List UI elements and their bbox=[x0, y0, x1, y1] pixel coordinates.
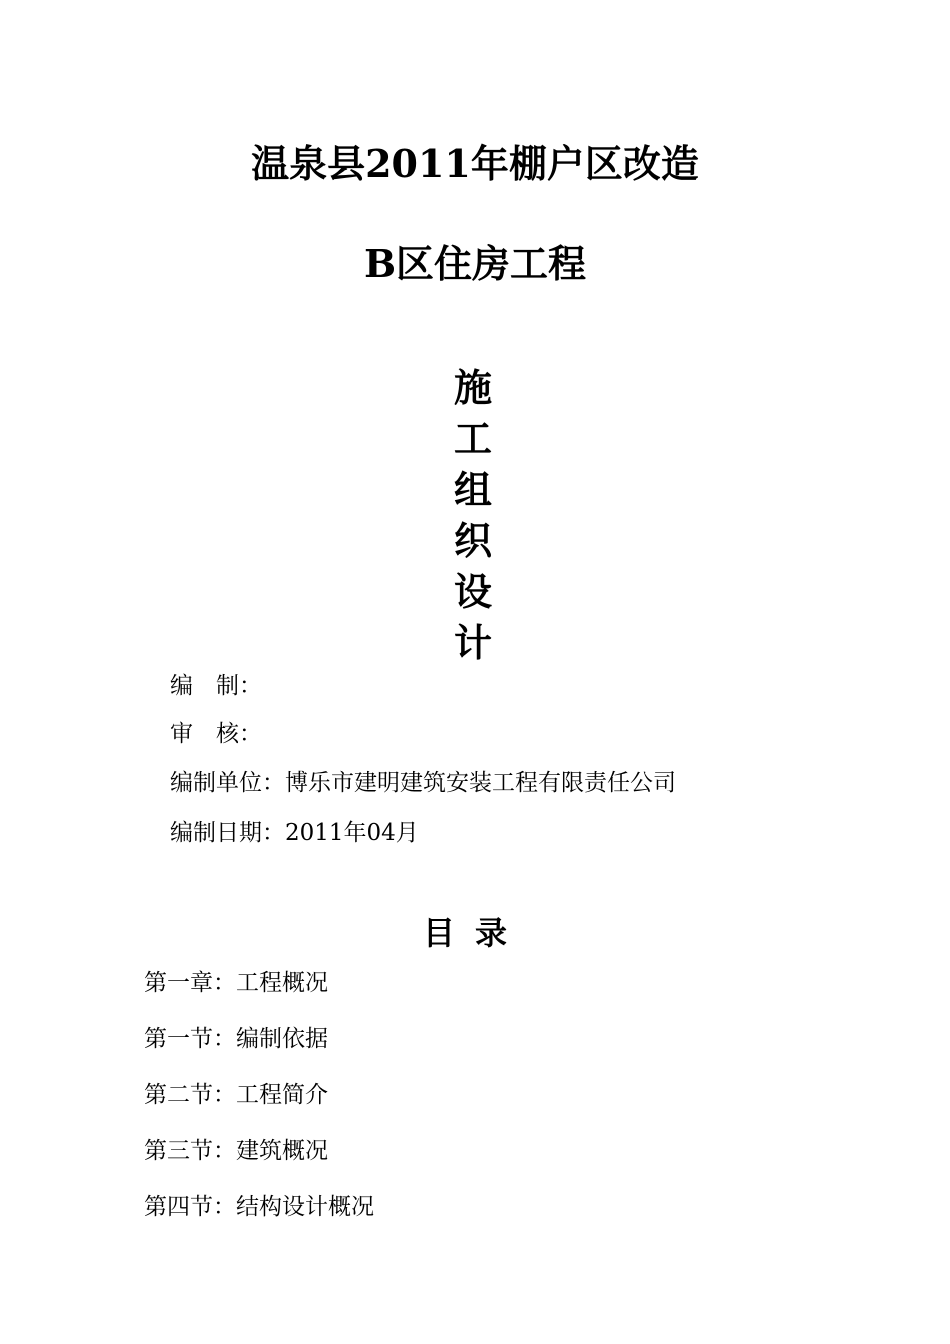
vertical-subtitle-char: 计 bbox=[453, 620, 492, 665]
compiling-unit-label: 编制单位： bbox=[170, 770, 285, 796]
toc-title: 目录 bbox=[422, 914, 527, 952]
toc-list bbox=[144, 968, 374, 1248]
toc-item: 第二节：工程简介 bbox=[144, 1082, 328, 1108]
compiling-date-label: 编制日期： bbox=[170, 820, 285, 846]
toc-item: 第三节：建筑概况 bbox=[144, 1138, 328, 1164]
compiling-unit-value: 博乐市建明建筑安装工程有限责任公司 bbox=[285, 770, 676, 796]
compiler-line bbox=[170, 671, 262, 701]
toc-item: 第四节：结构设计概况 bbox=[144, 1194, 374, 1220]
reviewer-label: 审 核： bbox=[170, 721, 262, 747]
vertical-subtitle-char: 工 bbox=[453, 416, 492, 461]
reviewer-line bbox=[170, 719, 262, 749]
vertical-subtitle-char: 组 bbox=[453, 467, 492, 512]
compiling-date-value: 2011年04月 bbox=[285, 820, 419, 846]
compiling-unit-line bbox=[170, 768, 676, 798]
vertical-subtitle-char: 织 bbox=[453, 518, 492, 563]
compiler-label: 编 制： bbox=[170, 673, 262, 699]
toc-item: 第一节：编制依据 bbox=[144, 1026, 328, 1052]
compiling-date-line bbox=[170, 818, 419, 848]
vertical-subtitle-char: 设 bbox=[453, 569, 492, 614]
document-title-line-1: 温泉县2011年棚户区改造 bbox=[251, 141, 699, 186]
document-title-line-2: B区住房工程 bbox=[363, 241, 587, 286]
vertical-subtitle-char: 施 bbox=[453, 365, 492, 410]
toc-item: 第一章：工程概况 bbox=[144, 970, 328, 996]
vertical-subtitle bbox=[440, 362, 506, 668]
